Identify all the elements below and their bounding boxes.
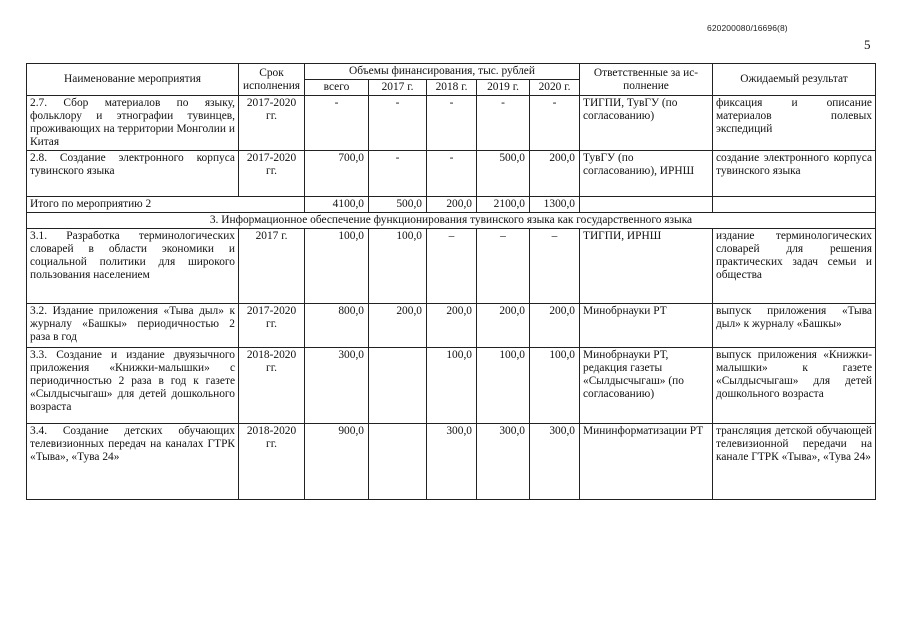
funding-2018: 200,0	[427, 304, 477, 348]
expected-result: трансляция детской обучающей телевизионной передачи на канале ГТРК «Тыва», «Тува 24»	[713, 424, 876, 500]
header-term	[239, 64, 305, 96]
subtotal-total: 4100,0	[305, 197, 369, 213]
funding-2019: 100,0	[477, 348, 530, 424]
funding-2017	[369, 424, 427, 500]
funding-total: -	[305, 96, 369, 151]
measure-name: 3.3. Создание и издание двуязычного приложения «Книжки-малышки» с периодичностью 2 раза в год к газете «Сылдысчыгаш» для детей дошкольного возраста	[27, 348, 239, 424]
header-total: всего	[305, 80, 369, 96]
table-row	[27, 229, 876, 304]
header-responsible	[580, 64, 713, 96]
measure-name: 3.2. Издание приложения «Тыва дыл» к журналу «Башкы» периодичностью 2 раза в год	[27, 304, 239, 348]
funding-total: 100,0	[305, 229, 369, 304]
expected-result: создание электронного корпуса тувинского языка	[713, 151, 876, 197]
expected-result: выпуск приложения «Книжки-малышки» к газете «Сылдысчыгаш» для детей дошкольного возраста	[713, 348, 876, 424]
responsible: ТИГПИ, ИРНШ	[580, 229, 713, 304]
table-row	[27, 151, 876, 197]
program-table	[26, 63, 876, 500]
section-row	[27, 213, 876, 229]
funding-2019: -	[477, 96, 530, 151]
funding-2020: 100,0	[530, 348, 580, 424]
measure-term: 2017-2020 гг.	[239, 96, 305, 151]
subtotal-responsible-empty	[580, 197, 713, 213]
measure-name: 2.8. Создание электронного корпуса тувинского языка	[27, 151, 239, 197]
responsible: ТИГПИ, ТувГУ (по согласованию)	[580, 96, 713, 151]
header-result: Ожидаемый результат	[713, 64, 876, 96]
funding-total: 300,0	[305, 348, 369, 424]
header-responsible-line2: полнение	[623, 79, 669, 92]
funding-2020: –	[530, 229, 580, 304]
measure-term: 2017-2020 гг.	[239, 151, 305, 197]
funding-2019: 200,0	[477, 304, 530, 348]
funding-2020: 300,0	[530, 424, 580, 500]
funding-2020: -	[530, 96, 580, 151]
measure-name: 2.7. Сбор материалов по языку, фольклору и этнографии тувинцев, проживающих на территории Монголии и Китая	[27, 96, 239, 151]
table-row	[27, 304, 876, 348]
header-funding: Объемы финансирования, тыс. рублей	[305, 64, 580, 80]
funding-2018: -	[427, 151, 477, 197]
measure-term: 2017 г.	[239, 229, 305, 304]
funding-2018: –	[427, 229, 477, 304]
header-name: Наименование мероприятия	[27, 64, 239, 96]
subtotal-row	[27, 197, 876, 213]
section-title: 3. Информационное обеспечение функционирования тувинского языка как государственного языка	[27, 213, 876, 229]
funding-2018: 100,0	[427, 348, 477, 424]
funding-total: 900,0	[305, 424, 369, 500]
funding-2019: –	[477, 229, 530, 304]
responsible: ТувГУ (по согласованию), ИРНШ	[580, 151, 713, 197]
responsible: Мининформатизации РТ	[580, 424, 713, 500]
funding-total: 800,0	[305, 304, 369, 348]
page-number: 5	[864, 37, 871, 52]
funding-2018: -	[427, 96, 477, 151]
funding-2017: -	[369, 151, 427, 197]
header-2019: 2019 г.	[477, 80, 530, 96]
measure-term: 2018-2020 гг.	[239, 424, 305, 500]
expected-result: выпуск приложения «Тыва дыл» к журналу «Башкы»	[713, 304, 876, 348]
measure-name: 3.1. Разработка терминологических словарей в области экономики и социальной политики для широкого пользования населением	[27, 229, 239, 304]
header-row	[27, 64, 876, 80]
measure-term: 2017-2020 гг.	[239, 304, 305, 348]
header-2017: 2017 г.	[369, 80, 427, 96]
funding-2019: 500,0	[477, 151, 530, 197]
header-responsible-line1: Ответственные за ис-	[593, 66, 699, 79]
header-term-line2: исполнения	[242, 79, 301, 92]
funding-total: 700,0	[305, 151, 369, 197]
funding-2020: 200,0	[530, 151, 580, 197]
funding-2020: 200,0	[530, 304, 580, 348]
subtotal-2018: 200,0	[427, 197, 477, 213]
funding-2017: 200,0	[369, 304, 427, 348]
header-2020: 2020 г.	[530, 80, 580, 96]
funding-2019: 300,0	[477, 424, 530, 500]
document-id: 620200080/16696(8)	[707, 23, 788, 33]
funding-2017: 100,0	[369, 229, 427, 304]
responsible: Минобрнауки РТ	[580, 304, 713, 348]
subtotal-label: Итого по мероприятию 2	[27, 197, 305, 213]
responsible: Минобрнауки РТ, редакция газеты «Сылдысчыгаш» (по согласованию)	[580, 348, 713, 424]
subtotal-2017: 500,0	[369, 197, 427, 213]
expected-result: фиксация и описание материалов полевых экспедиций	[713, 96, 876, 151]
funding-2017	[369, 348, 427, 424]
funding-2018: 300,0	[427, 424, 477, 500]
expected-result: издание терминологических словарей для решения практических задач семьи и общества	[713, 229, 876, 304]
header-2018: 2018 г.	[427, 80, 477, 96]
subtotal-2020: 1300,0	[530, 197, 580, 213]
measure-term: 2018-2020 гг.	[239, 348, 305, 424]
table-row	[27, 348, 876, 424]
header-term-line1: Срок	[259, 66, 284, 79]
table-row	[27, 424, 876, 500]
subtotal-result-empty	[713, 197, 876, 213]
funding-2017: -	[369, 96, 427, 151]
table-row	[27, 96, 876, 151]
measure-name: 3.4. Создание детских обучающих телевизионных передач на каналах ГТРК «Тыва», «Тува 24»	[27, 424, 239, 500]
subtotal-2019: 2100,0	[477, 197, 530, 213]
